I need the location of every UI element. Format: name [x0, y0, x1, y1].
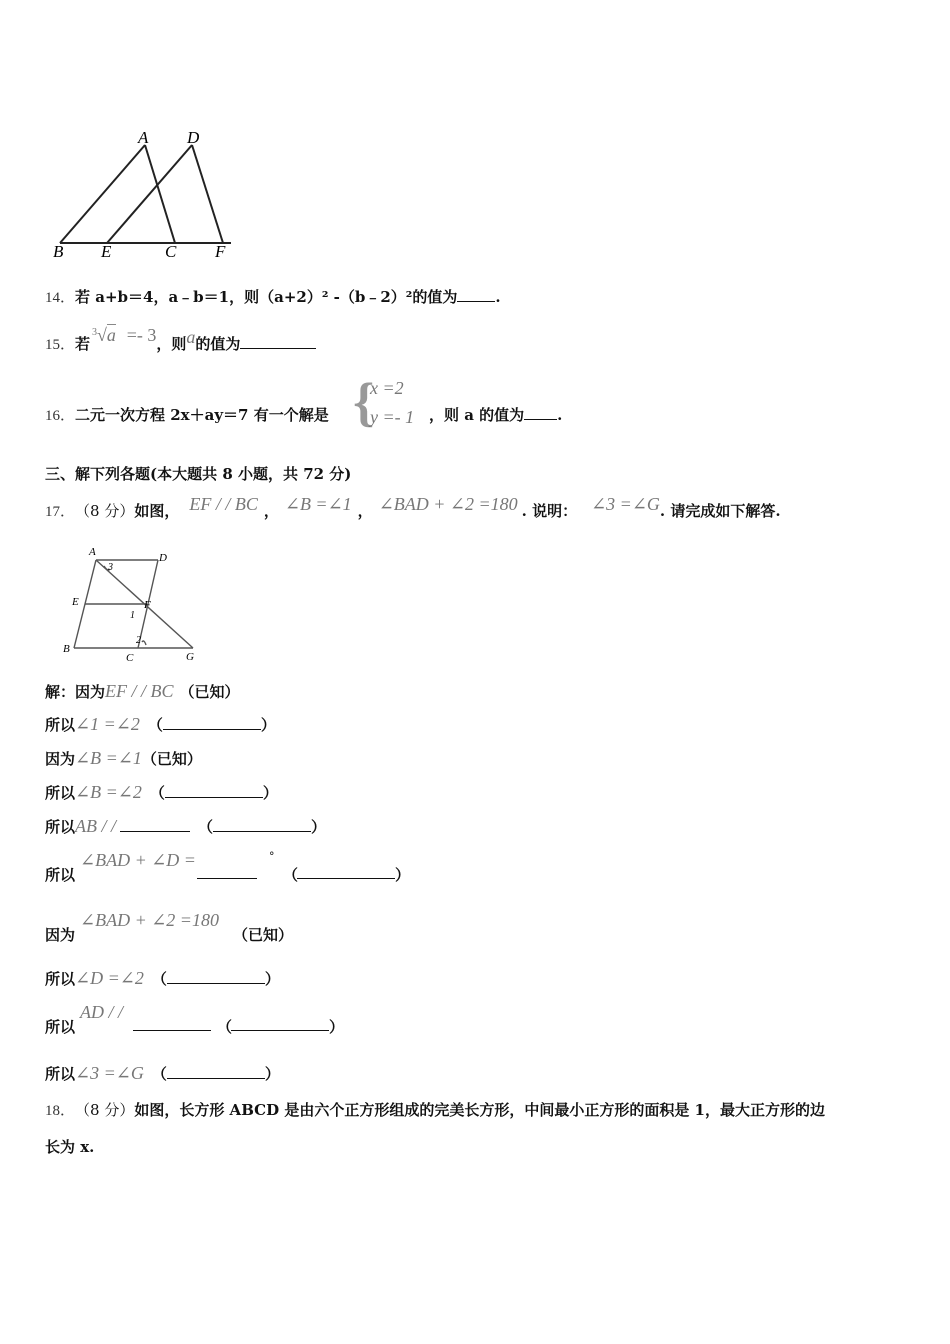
question-17: [45, 494, 781, 521]
question-post: 的值为: [195, 335, 241, 353]
open-paren: （: [198, 818, 214, 836]
label-E: E: [101, 242, 112, 260]
reason-blank[interactable]: [167, 1064, 265, 1079]
comma: ，: [263, 502, 279, 520]
question-number: 15．: [45, 337, 76, 353]
label-D: D: [187, 128, 200, 147]
label-E: E: [72, 596, 79, 608]
solution-line-4: [45, 782, 278, 803]
line-math: ∠3 =∠G: [75, 1063, 144, 1083]
close-paren: ）: [260, 716, 276, 734]
line-math: ∠B =∠2: [75, 782, 142, 802]
goal-expression: ∠3 =∠G: [591, 494, 660, 514]
line-pre: 所以: [45, 818, 76, 836]
close-paren: ）: [264, 970, 280, 988]
label-A: A: [89, 546, 96, 558]
equation-system: [353, 372, 423, 433]
reason-blank[interactable]: [213, 817, 311, 832]
open-paren: （: [149, 784, 165, 802]
open-paren: （: [283, 866, 299, 884]
line-pre: 所以: [45, 970, 76, 988]
question-18: [45, 1099, 825, 1120]
solution-line-5: [45, 816, 326, 837]
line-pre: 因为: [45, 750, 76, 768]
brace-icon: {: [353, 372, 375, 432]
comma: ，: [357, 502, 373, 520]
angle-1: 1: [130, 610, 135, 621]
period: .: [495, 288, 501, 306]
open-paren: （: [151, 970, 167, 988]
solution-line-3: [45, 748, 202, 769]
angle-2: 2: [136, 635, 141, 646]
answer-blank[interactable]: [133, 1016, 211, 1031]
line-math: ∠BAD + ∠2 =180: [80, 910, 219, 930]
answer-blank[interactable]: [240, 334, 316, 349]
open-paren: （: [217, 1018, 233, 1036]
line-pre: 所以: [45, 716, 76, 734]
line-math: AD / /: [80, 1002, 123, 1022]
radical-sign-icon: √: [97, 325, 107, 345]
line-math: ∠1 =∠2: [75, 714, 140, 734]
question-number: 17．: [45, 504, 76, 520]
solution-line-2: [45, 714, 276, 735]
question-text: 若 a+b＝4，a﹣b＝1，则（a+2）² -（b﹣2）²的值为: [75, 288, 458, 306]
label-F: F: [215, 242, 226, 260]
line-math: ∠BAD + ∠D =: [80, 850, 196, 870]
radical-var: a: [106, 325, 116, 345]
question-18-line-2: 长为 x.: [45, 1138, 95, 1156]
question-14: [45, 286, 501, 307]
question-number: 14．: [45, 290, 76, 306]
answer-blank[interactable]: [197, 864, 257, 879]
label-B: B: [53, 242, 64, 260]
equation-1: x =2: [370, 378, 404, 398]
question-pre: 如图，: [134, 502, 180, 520]
label-A: A: [138, 128, 149, 147]
close-paren: ）: [311, 818, 327, 836]
section-heading: 三、解下列各题(本大题共 8 小题，共 72 分): [45, 465, 352, 483]
parallelogram-figure: [58, 545, 203, 665]
answer-blank[interactable]: [120, 817, 190, 832]
question-post: ，则 a 的值为: [429, 406, 525, 424]
solution-line-7: [45, 910, 465, 946]
reason-blank[interactable]: [231, 1016, 329, 1031]
cube-root-expression: [92, 325, 156, 346]
condition-2: ∠B =∠1: [284, 494, 352, 514]
open-paren: （: [151, 1065, 167, 1083]
question-post: . 请完成如下解答.: [659, 502, 781, 520]
line-pre: 所以: [45, 784, 76, 802]
answer-blank[interactable]: [524, 405, 557, 420]
open-paren: （: [147, 716, 163, 734]
angle-3: 3: [108, 562, 113, 573]
line-pre: 所以: [45, 866, 76, 884]
close-paren: ）: [395, 866, 411, 884]
label-G: G: [186, 651, 194, 663]
question-number: 16．: [45, 408, 76, 424]
question-15: [45, 325, 316, 354]
variable-a: a: [186, 327, 196, 347]
line-pre: 所以: [45, 1065, 76, 1083]
answer-blank[interactable]: [457, 287, 495, 302]
question-number: 18．: [45, 1103, 76, 1119]
equation-2: y =- 1: [370, 407, 415, 427]
line-math: ∠B =∠1: [75, 748, 142, 768]
question-text: 如图，长方形 ABCD 是由六个正方形组成的完美长方形，中间最小正方形的面积是 1，最大正方形的边: [134, 1101, 825, 1119]
label-C: C: [165, 242, 177, 260]
line-math: ∠D =∠2: [75, 968, 144, 988]
radical-equation: =- 3: [126, 325, 157, 345]
label-B: B: [63, 643, 70, 655]
label-F: F: [144, 599, 151, 611]
line-reason: （已知）: [141, 750, 202, 768]
reason-blank[interactable]: [167, 969, 265, 984]
reason-blank[interactable]: [297, 864, 395, 879]
triangle-figure: [45, 125, 245, 260]
solution-line-9: [45, 1002, 465, 1038]
reason-blank[interactable]: [163, 715, 261, 730]
label-C: C: [126, 652, 134, 664]
question-score: （8 分）: [75, 502, 135, 520]
line-reason: （已知）: [179, 683, 240, 701]
reason-blank[interactable]: [165, 783, 263, 798]
degree-symbol: °: [269, 850, 275, 863]
radical-index: 3: [92, 327, 98, 338]
label-D: D: [159, 552, 167, 564]
line-pre: 因为: [45, 926, 76, 944]
line-pre: 所以: [45, 1018, 76, 1036]
question-mid: . 说明：: [521, 502, 578, 520]
condition-1: EF / / BC: [189, 494, 258, 514]
close-paren: ）: [264, 1065, 280, 1083]
line-pre: 解：因为: [45, 683, 106, 701]
solution-line-6: [45, 850, 465, 886]
line-reason: （已知）: [233, 926, 294, 944]
question-score: （8 分）: [75, 1101, 135, 1119]
solution-line-10: [45, 1063, 280, 1084]
line-math: EF / / BC: [105, 681, 174, 701]
question-pre: 二元一次方程 2x＋ay＝7 有一个解是: [75, 406, 329, 424]
question-mid: ，则: [156, 335, 187, 353]
solution-line-1: [45, 681, 240, 702]
period: .: [557, 406, 563, 424]
condition-3: ∠BAD + ∠2 =180: [378, 494, 518, 514]
close-paren: ）: [329, 1018, 345, 1036]
line-math: AB / /: [75, 816, 117, 836]
close-paren: ）: [262, 784, 278, 802]
solution-line-8: [45, 968, 280, 989]
question-pre: 若: [75, 335, 91, 353]
